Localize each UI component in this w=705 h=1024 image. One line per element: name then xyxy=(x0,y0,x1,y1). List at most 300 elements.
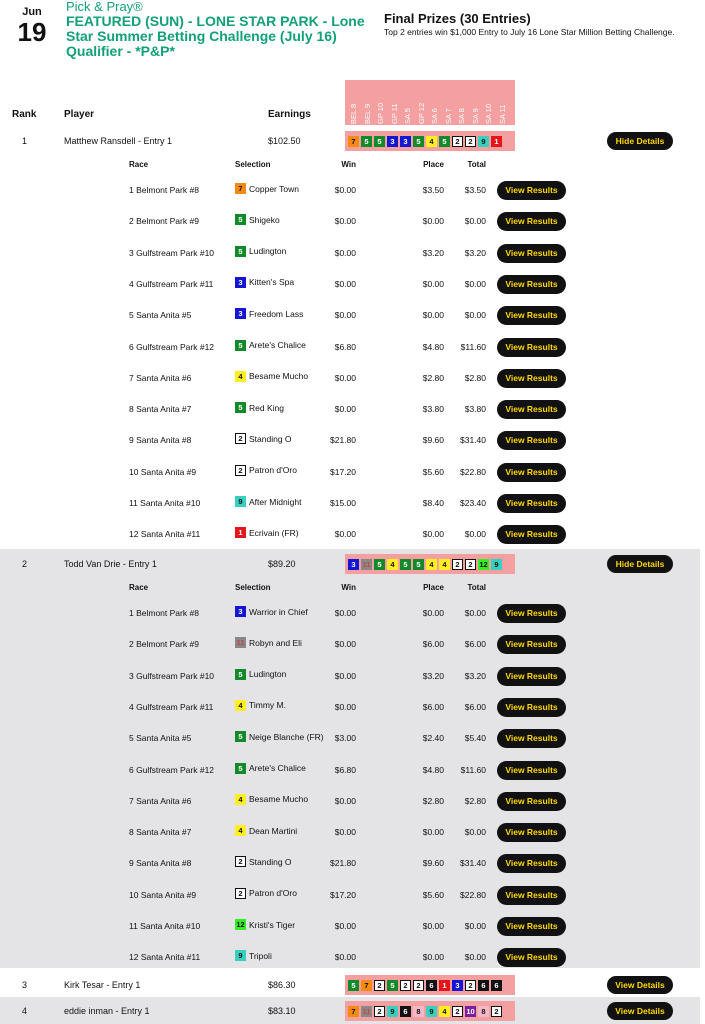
selection xyxy=(235,214,280,225)
contest-title xyxy=(66,0,366,59)
horse-name: Arete's Chalice xyxy=(249,340,306,350)
player-earnings: $102.50 xyxy=(268,136,301,146)
prize-description: Top 2 entries win $1,000 Entry to July 16 Lone Star Million Betting Challenge. xyxy=(384,27,675,37)
race-detail-row xyxy=(0,911,700,942)
place-amount: $2.80 xyxy=(422,372,444,383)
player-row xyxy=(0,553,700,575)
place-amount: $3.50 xyxy=(422,185,444,195)
selection xyxy=(235,371,308,382)
race-name: 9 Santa Anita #8 xyxy=(129,858,192,869)
total-amount: $3.20 xyxy=(464,670,486,681)
race-name: 8 Santa Anita #7 xyxy=(129,404,192,415)
race-detail-row xyxy=(0,300,700,331)
pick-number: 2 xyxy=(452,559,463,570)
pick-number: 7 xyxy=(348,136,359,147)
selection xyxy=(235,340,306,351)
race-detail-row xyxy=(0,519,700,550)
total-amount: $31.40 xyxy=(460,858,486,869)
pick-number: 4 xyxy=(426,559,437,570)
place-amount: $4.80 xyxy=(422,341,444,352)
selection-number: 3 xyxy=(235,277,246,288)
total-amount: $22.80 xyxy=(460,466,486,477)
race-name: 4 Gulfstream Park #11 xyxy=(129,278,214,289)
view-results-button[interactable]: View Results xyxy=(497,463,566,482)
race-name: 2 Belmont Park #9 xyxy=(129,216,199,227)
view-results-button[interactable]: View Results xyxy=(497,400,566,419)
selection xyxy=(235,950,272,961)
race-name: 3 Gulfstream Park #10 xyxy=(129,247,215,258)
race-header-10 xyxy=(484,84,494,124)
selection-number: 4 xyxy=(235,825,246,836)
race-detail-row xyxy=(0,848,700,879)
place-amount: $6.00 xyxy=(422,639,444,650)
selection xyxy=(235,183,299,194)
race-detail-row xyxy=(0,206,700,237)
selection xyxy=(235,825,297,836)
view-results-button[interactable]: View Results xyxy=(497,369,566,388)
pick-number: 2 xyxy=(465,980,476,991)
details-header-win: Win xyxy=(341,160,356,169)
player-earnings: $86.30 xyxy=(268,980,296,990)
selection xyxy=(235,888,297,899)
total-amount: $3.20 xyxy=(464,247,486,258)
pick-number: 2 xyxy=(491,1006,502,1017)
pick-number: 4 xyxy=(439,559,450,570)
selection xyxy=(235,669,286,680)
race-detail-row xyxy=(0,363,700,394)
brand-label: Pick & Pray® xyxy=(66,0,143,14)
win-amount: $0.00 xyxy=(334,639,356,650)
pick-number: 2 xyxy=(452,136,463,147)
win-amount: $21.80 xyxy=(330,435,356,446)
pick-strip xyxy=(345,1001,515,1021)
selection xyxy=(235,637,302,648)
player-rank: 2 xyxy=(22,559,28,569)
pick-number: 8 xyxy=(413,1006,424,1017)
place-amount: $0.00 xyxy=(422,216,444,227)
race-name: 11 Santa Anita #10 xyxy=(129,498,201,508)
pick-strip xyxy=(345,554,515,574)
selection-number: 3 xyxy=(235,606,246,617)
hide-details-button[interactable]: Hide Details xyxy=(607,555,673,573)
view-results-button[interactable]: View Results xyxy=(497,635,566,654)
selection-number: 2 xyxy=(235,433,246,444)
place-amount: $8.40 xyxy=(422,498,444,508)
race-name: 4 Gulfstream Park #11 xyxy=(129,701,214,712)
player-name: Matthew Ransdell - Entry 1 xyxy=(64,136,173,146)
win-amount: $6.80 xyxy=(334,764,356,775)
pick-number: 4 xyxy=(439,1006,450,1017)
horse-name: Robyn and Eli xyxy=(249,637,302,648)
win-amount: $0.00 xyxy=(334,701,356,712)
race-header-9 xyxy=(471,84,481,124)
selection-number: 4 xyxy=(235,371,246,382)
view-results-button[interactable]: View Results xyxy=(497,494,566,513)
total-amount: $3.50 xyxy=(464,185,486,195)
view-details-button[interactable]: View Details xyxy=(607,976,673,994)
selection-number: 9 xyxy=(235,496,246,507)
selection-number: 2 xyxy=(235,888,246,899)
race-detail-row xyxy=(0,598,700,629)
win-amount: $0.00 xyxy=(334,921,356,931)
date-badge xyxy=(14,6,50,45)
race-name: 3 Gulfstream Park #10 xyxy=(129,670,215,681)
selection xyxy=(235,433,292,444)
race-header-0 xyxy=(349,84,359,124)
pick-number: 4 xyxy=(387,559,398,570)
view-results-button[interactable]: View Results xyxy=(497,667,566,686)
pick-number: 2 xyxy=(465,136,476,147)
selection-number: 12 xyxy=(236,920,245,929)
pick-number: 11 xyxy=(362,559,371,569)
win-amount: $0.00 xyxy=(334,404,356,415)
details-header-row xyxy=(0,157,700,171)
selection-number: 11 xyxy=(236,638,245,648)
view-details-button[interactable]: View Details xyxy=(607,1002,673,1020)
place-amount: $5.60 xyxy=(422,889,444,900)
race-detail-row xyxy=(0,425,700,456)
total-amount: $0.00 xyxy=(464,529,486,540)
selection xyxy=(235,606,308,617)
event-title: FEATURED (SUN) - LONE STAR PARK - Lone Star Summer Betting Challenge (July 16) Qualifier - *P&P* xyxy=(66,13,365,59)
horse-name: Red King xyxy=(249,402,284,413)
horse-name: After Midnight xyxy=(249,496,302,507)
race-name: 12 Santa Anita #11 xyxy=(129,529,201,540)
place-amount: $0.00 xyxy=(422,278,444,289)
race-header-1 xyxy=(363,84,373,124)
race-header-label: GP 12 xyxy=(416,102,426,124)
details-header-total: Total xyxy=(467,583,486,592)
total-amount: $0.00 xyxy=(464,310,486,321)
player-row xyxy=(0,130,700,152)
view-results-button[interactable]: View Results xyxy=(497,212,566,231)
view-results-button[interactable]: View Results xyxy=(497,338,566,357)
view-results-button[interactable]: View Results xyxy=(497,823,566,842)
pick-number: 9 xyxy=(426,1006,437,1017)
selection-number: 5 xyxy=(235,669,246,680)
player-name: Kirk Tesar - Entry 1 xyxy=(64,980,141,990)
pick-number: 10 xyxy=(466,1006,475,1016)
pick-strip xyxy=(345,975,515,995)
pick-number: 5 xyxy=(387,980,398,991)
race-header-label: BEL 8 xyxy=(349,103,358,124)
race-name: 6 Gulfstream Park #12 xyxy=(129,341,215,352)
win-amount: $0.00 xyxy=(334,216,356,227)
selection xyxy=(235,402,284,413)
race-header-3 xyxy=(390,84,400,124)
race-header-11 xyxy=(498,84,508,124)
win-amount: $0.00 xyxy=(334,952,356,963)
race-detail-row xyxy=(0,880,700,911)
horse-name: Tripoli xyxy=(249,950,272,961)
place-amount: $9.60 xyxy=(422,435,444,446)
pick-number: 5 xyxy=(400,559,411,570)
race-header-label: SA 11 xyxy=(497,104,507,124)
view-results-button[interactable]: View Results xyxy=(497,181,566,200)
race-name: 11 Santa Anita #10 xyxy=(129,921,201,931)
pick-number: 5 xyxy=(439,136,450,147)
race-name: 10 Santa Anita #9 xyxy=(129,889,197,900)
details-header-race: Race xyxy=(129,160,149,169)
win-amount: $3.00 xyxy=(334,733,356,744)
date-day: 19 xyxy=(17,17,47,47)
details-header-place: Place xyxy=(423,160,444,169)
selection xyxy=(235,856,292,867)
race-header-7 xyxy=(444,84,454,124)
pick-number: 1 xyxy=(491,136,502,147)
race-header-label: SA 5 xyxy=(403,108,412,124)
selection-number: 5 xyxy=(235,214,246,225)
prize-info xyxy=(384,12,684,37)
race-header-5 xyxy=(417,84,427,124)
win-amount: $6.80 xyxy=(334,341,356,352)
rank-column-header: Rank xyxy=(12,109,37,120)
player-rank: 4 xyxy=(22,1006,28,1016)
race-detail-row xyxy=(0,457,700,488)
race-name: 10 Santa Anita #9 xyxy=(129,466,197,477)
race-name: 7 Santa Anita #6 xyxy=(129,795,192,806)
pick-number: 9 xyxy=(491,559,502,570)
view-results-button[interactable]: View Results xyxy=(497,525,566,544)
horse-name: Kitten's Spa xyxy=(249,277,295,288)
prize-heading: Final Prizes (30 Entries) xyxy=(384,11,531,26)
race-header-label: SA 7 xyxy=(443,108,453,124)
selection xyxy=(235,794,308,805)
total-amount: $0.00 xyxy=(464,952,486,963)
pick-number: 8 xyxy=(478,1006,489,1017)
horse-name: Arete's Chalice xyxy=(249,763,306,773)
details-header-place: Place xyxy=(423,583,444,592)
player-rank: 1 xyxy=(22,136,28,146)
win-amount: $0.00 xyxy=(334,278,356,289)
pick-number: 5 xyxy=(348,980,359,991)
pick-number: 3 xyxy=(387,136,398,147)
race-header-8 xyxy=(457,84,467,124)
player-earnings: $83.10 xyxy=(268,1006,296,1016)
horse-name: Besame Mucho xyxy=(249,794,309,805)
pick-number: 6 xyxy=(400,1006,411,1017)
win-amount: $0.00 xyxy=(334,608,356,618)
place-amount: $2.40 xyxy=(422,733,444,744)
selection-number: 4 xyxy=(235,700,246,711)
player-name: eddie inman - Entry 1 xyxy=(64,1006,150,1016)
race-header-label: SA 6 xyxy=(430,108,439,124)
horse-name: Warrior in Chief xyxy=(249,606,308,617)
pick-number: 7 xyxy=(361,980,372,991)
pick-number: 2 xyxy=(413,980,424,991)
race-header-label: GP 11 xyxy=(389,103,399,124)
race-header-label: BEL 9 xyxy=(362,103,372,124)
view-results-button[interactable]: View Results xyxy=(497,275,566,294)
selection-number: 1 xyxy=(235,527,246,538)
race-name: 5 Santa Anita #5 xyxy=(129,310,192,321)
horse-name: Dean Martini xyxy=(249,825,298,836)
race-detail-row xyxy=(0,661,700,692)
win-amount: $0.00 xyxy=(334,529,356,540)
details-header-selection: Selection xyxy=(235,160,271,169)
pick-number: 4 xyxy=(426,136,437,147)
pick-number: 3 xyxy=(348,559,359,570)
selection xyxy=(235,919,295,930)
horse-name: Standing O xyxy=(249,856,292,867)
selection xyxy=(235,731,324,742)
view-results-button[interactable]: View Results xyxy=(497,604,566,623)
selection-number: 2 xyxy=(235,856,246,867)
pick-number: 2 xyxy=(465,559,476,570)
race-header-6 xyxy=(430,84,440,124)
total-amount: $3.80 xyxy=(464,404,486,415)
win-amount: $0.00 xyxy=(334,310,356,321)
selection xyxy=(235,496,301,507)
selection-number: 2 xyxy=(235,465,246,476)
pick-number: 6 xyxy=(478,980,489,991)
race-header-4 xyxy=(403,84,413,124)
race-detail-row xyxy=(0,629,700,660)
race-detail-row xyxy=(0,175,700,206)
race-header-label: SA 8 xyxy=(457,108,466,124)
race-name: 1 Belmont Park #8 xyxy=(129,185,199,195)
race-detail-row xyxy=(0,942,700,973)
race-header-label: GP 10 xyxy=(376,102,385,124)
selection xyxy=(235,763,306,774)
total-amount: $6.00 xyxy=(464,701,486,712)
pick-strip xyxy=(345,131,515,151)
selection xyxy=(235,277,294,288)
view-results-button[interactable]: View Results xyxy=(497,431,566,450)
pick-number: 12 xyxy=(479,559,488,569)
race-name: 6 Gulfstream Park #12 xyxy=(129,764,215,775)
player-rank: 3 xyxy=(22,980,28,990)
selection-number: 7 xyxy=(235,183,246,194)
race-detail-row xyxy=(0,786,700,817)
selection xyxy=(235,465,297,476)
win-amount: $0.00 xyxy=(334,795,356,806)
pick-number: 9 xyxy=(387,1006,398,1017)
details-header-race: Race xyxy=(129,583,149,592)
selection xyxy=(235,308,303,319)
race-header-2 xyxy=(376,84,386,124)
horse-name: Standing O xyxy=(249,433,292,444)
selection-number: 3 xyxy=(235,308,246,319)
pick-number: 1 xyxy=(439,980,450,991)
win-amount: $17.20 xyxy=(330,889,356,900)
horse-name: Neige Blanche (FR) xyxy=(249,731,324,742)
pick-number: 5 xyxy=(413,559,424,570)
total-amount: $22.80 xyxy=(460,889,486,900)
place-amount: $0.00 xyxy=(422,952,444,963)
hide-details-button[interactable]: Hide Details xyxy=(607,132,673,150)
view-results-button[interactable]: View Results xyxy=(497,244,566,263)
horse-name: Ecrivain (FR) xyxy=(249,527,299,538)
horse-name: Kristi's Tiger xyxy=(249,919,296,930)
view-results-button[interactable]: View Results xyxy=(497,917,566,936)
horse-name: Freedom Lass xyxy=(249,308,304,319)
selection-number: 5 xyxy=(235,340,246,351)
selection-number: 5 xyxy=(235,731,246,742)
view-results-button[interactable]: View Results xyxy=(497,792,566,811)
view-results-button[interactable]: View Results xyxy=(497,698,566,717)
horse-name: Patron d'Oro xyxy=(249,465,297,476)
race-name: 9 Santa Anita #8 xyxy=(129,435,192,446)
race-name: 7 Santa Anita #6 xyxy=(129,372,192,383)
place-amount: $0.00 xyxy=(422,310,444,321)
race-name: 5 Santa Anita #5 xyxy=(129,733,192,744)
race-detail-row xyxy=(0,332,700,363)
date-month: Jun xyxy=(22,6,42,18)
race-detail-row xyxy=(0,817,700,848)
pick-number: 2 xyxy=(374,1006,385,1017)
place-amount: $4.80 xyxy=(422,764,444,775)
view-results-button[interactable]: View Results xyxy=(497,948,566,967)
selection-number: 9 xyxy=(235,950,246,961)
race-name: 8 Santa Anita #7 xyxy=(129,827,192,838)
total-amount: $5.40 xyxy=(464,733,486,744)
pick-number: 5 xyxy=(413,136,424,147)
total-amount: $11.60 xyxy=(460,764,486,775)
horse-name: Timmy M. xyxy=(249,700,286,711)
place-amount: $2.80 xyxy=(422,795,444,806)
place-amount: $9.60 xyxy=(422,858,444,869)
total-amount: $0.00 xyxy=(464,921,486,931)
race-detail-row xyxy=(0,488,700,519)
view-results-button[interactable]: View Results xyxy=(497,761,566,780)
selection xyxy=(235,246,286,257)
view-results-button[interactable]: View Results xyxy=(497,886,566,905)
view-results-button[interactable]: View Results xyxy=(497,854,566,873)
horse-name: Copper Town xyxy=(249,183,299,194)
view-results-button[interactable]: View Results xyxy=(497,306,566,325)
race-name: 1 Belmont Park #8 xyxy=(129,608,199,618)
horse-name: Patron d'Oro xyxy=(249,888,297,899)
selection xyxy=(235,700,286,711)
pick-number: 2 xyxy=(452,1006,463,1017)
view-results-button[interactable]: View Results xyxy=(497,729,566,748)
win-amount: $0.00 xyxy=(334,247,356,258)
pick-number: 2 xyxy=(374,980,385,991)
race-detail-row xyxy=(0,394,700,425)
pick-number: 5 xyxy=(361,136,372,147)
pick-number: 7 xyxy=(348,1006,359,1017)
selection xyxy=(235,527,299,538)
total-amount: $0.00 xyxy=(464,278,486,289)
win-amount: $0.00 xyxy=(334,670,356,681)
race-detail-row xyxy=(0,692,700,723)
pick-number: 5 xyxy=(374,559,385,570)
player-name: Todd Van Drie - Entry 1 xyxy=(64,559,157,569)
details-header-selection: Selection xyxy=(235,583,271,592)
pick-number: 5 xyxy=(374,136,385,147)
place-amount: $0.00 xyxy=(422,921,444,931)
player-column-header: Player xyxy=(64,109,95,120)
horse-name: Ludington xyxy=(249,669,287,680)
total-amount: $11.60 xyxy=(460,341,486,352)
win-amount: $0.00 xyxy=(334,372,356,383)
race-header-label: SA 10 xyxy=(484,103,493,124)
win-amount: $0.00 xyxy=(334,185,356,195)
total-amount: $2.80 xyxy=(464,372,486,383)
total-amount: $0.00 xyxy=(464,216,486,227)
win-amount: $15.00 xyxy=(330,498,356,508)
race-detail-row xyxy=(0,723,700,754)
race-header-label: SA 9 xyxy=(470,108,480,124)
total-amount: $6.00 xyxy=(464,639,486,650)
race-detail-row xyxy=(0,269,700,300)
pick-number: 9 xyxy=(478,136,489,147)
horse-name: Shigeko xyxy=(249,214,280,225)
place-amount: $0.00 xyxy=(422,529,444,540)
selection-number: 5 xyxy=(235,763,246,774)
earnings-column-header: Earnings xyxy=(268,109,311,120)
